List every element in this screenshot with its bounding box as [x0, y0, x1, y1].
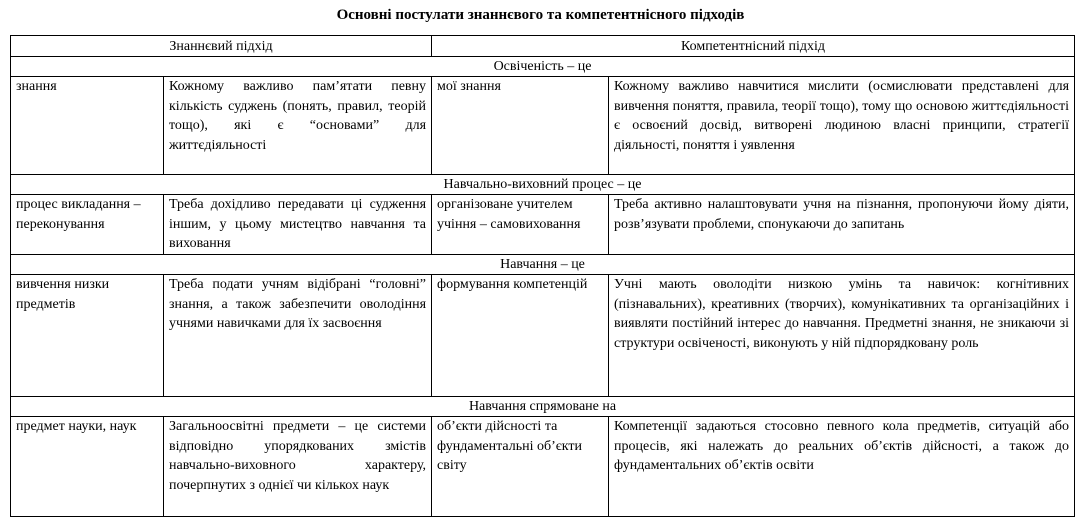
- competence-term-cell: об’єкти дійсності та фундаментальні об’єкти світу: [432, 417, 609, 517]
- knowledge-text-cell: Загальноосвітні предмети – це системи відповідно упорядкованих змістів навчально-виховного характеру, почерпнутих з однієї чи кількох наук: [164, 417, 432, 517]
- section-content-row: [11, 195, 1075, 255]
- competence-text-cell: Учні мають оволодіти низкою умінь та навичок: когнітивних (пізнавальних), креативних (творчих), комунікативних та організаційних і виявляти постійний інтерес до навчання. Предметні знання, не зникаючи зі структури освіченості, виконують у ній підпорядковану роль: [609, 275, 1075, 397]
- knowledge-term-cell: процес викладання – переконування: [11, 195, 164, 255]
- section-content-row: [11, 275, 1075, 397]
- section-heading-row: [11, 255, 1075, 275]
- column-header-competence: Компетентнісний підхід: [432, 36, 1075, 57]
- section-heading-row: [11, 397, 1075, 417]
- knowledge-text-cell: Кожному важливо пам’ятати певну кількість суджень (понять, правил, теорій тощо), які є “основами” для життєдіяльності: [164, 77, 432, 175]
- competence-text-cell: Треба активно налаштовувати учня на пізнання, пропонуючи йому діяти, розв’язувати проблеми, спонукаючи до запитань: [609, 195, 1075, 255]
- section-content-row: [11, 417, 1075, 517]
- column-header-knowledge: Знаннєвий підхід: [11, 36, 432, 57]
- knowledge-text-cell: Треба дохідливо передавати ці судження іншим, у цьому мистецтво навчання та виховання: [164, 195, 432, 255]
- comparison-table: [10, 35, 1075, 517]
- competence-text-cell: Кожному важливо навчитися мислити (осмислювати представлені для вивчення поняття, правила, теорії тощо), тому що основою життєдіяльності є освоєний досвід, витворені людиною власні принципи, стратегії діяльності, поняття і уявлення: [609, 77, 1075, 175]
- competence-term-cell: організоване учителем учіння – самовиховання: [432, 195, 609, 255]
- knowledge-text-cell: Треба подати учням відібрані “головні” знання, а також забезпечити оволодіння учнями навичками для їх засвоєння: [164, 275, 432, 397]
- header-row: [11, 36, 1075, 57]
- competence-text-cell: Компетенції задаються стосовно певного кола предметів, ситуацій або процесів, які належать до реальних об’єктів дійсності, а також до фундаментальних об’єктів освіти: [609, 417, 1075, 517]
- section-heading-row: [11, 57, 1075, 77]
- knowledge-term-cell: вивчення низки предметів: [11, 275, 164, 397]
- knowledge-term-cell: предмет науки, наук: [11, 417, 164, 517]
- competence-term-cell: формування компетенцій: [432, 275, 609, 397]
- knowledge-term-cell: знання: [11, 77, 164, 175]
- competence-term-cell: мої знання: [432, 77, 609, 175]
- section-heading-row: [11, 175, 1075, 195]
- section-heading: Навчально-виховний процес – це: [11, 175, 1075, 195]
- table-title: Основні постулати знаннєвого та компетентнісного підходів: [336, 7, 745, 23]
- section-content-row: [11, 77, 1075, 175]
- section-heading: Навчання спрямоване на: [11, 397, 1075, 417]
- section-heading: Освіченість – це: [11, 57, 1075, 77]
- section-heading: Навчання – це: [11, 255, 1075, 275]
